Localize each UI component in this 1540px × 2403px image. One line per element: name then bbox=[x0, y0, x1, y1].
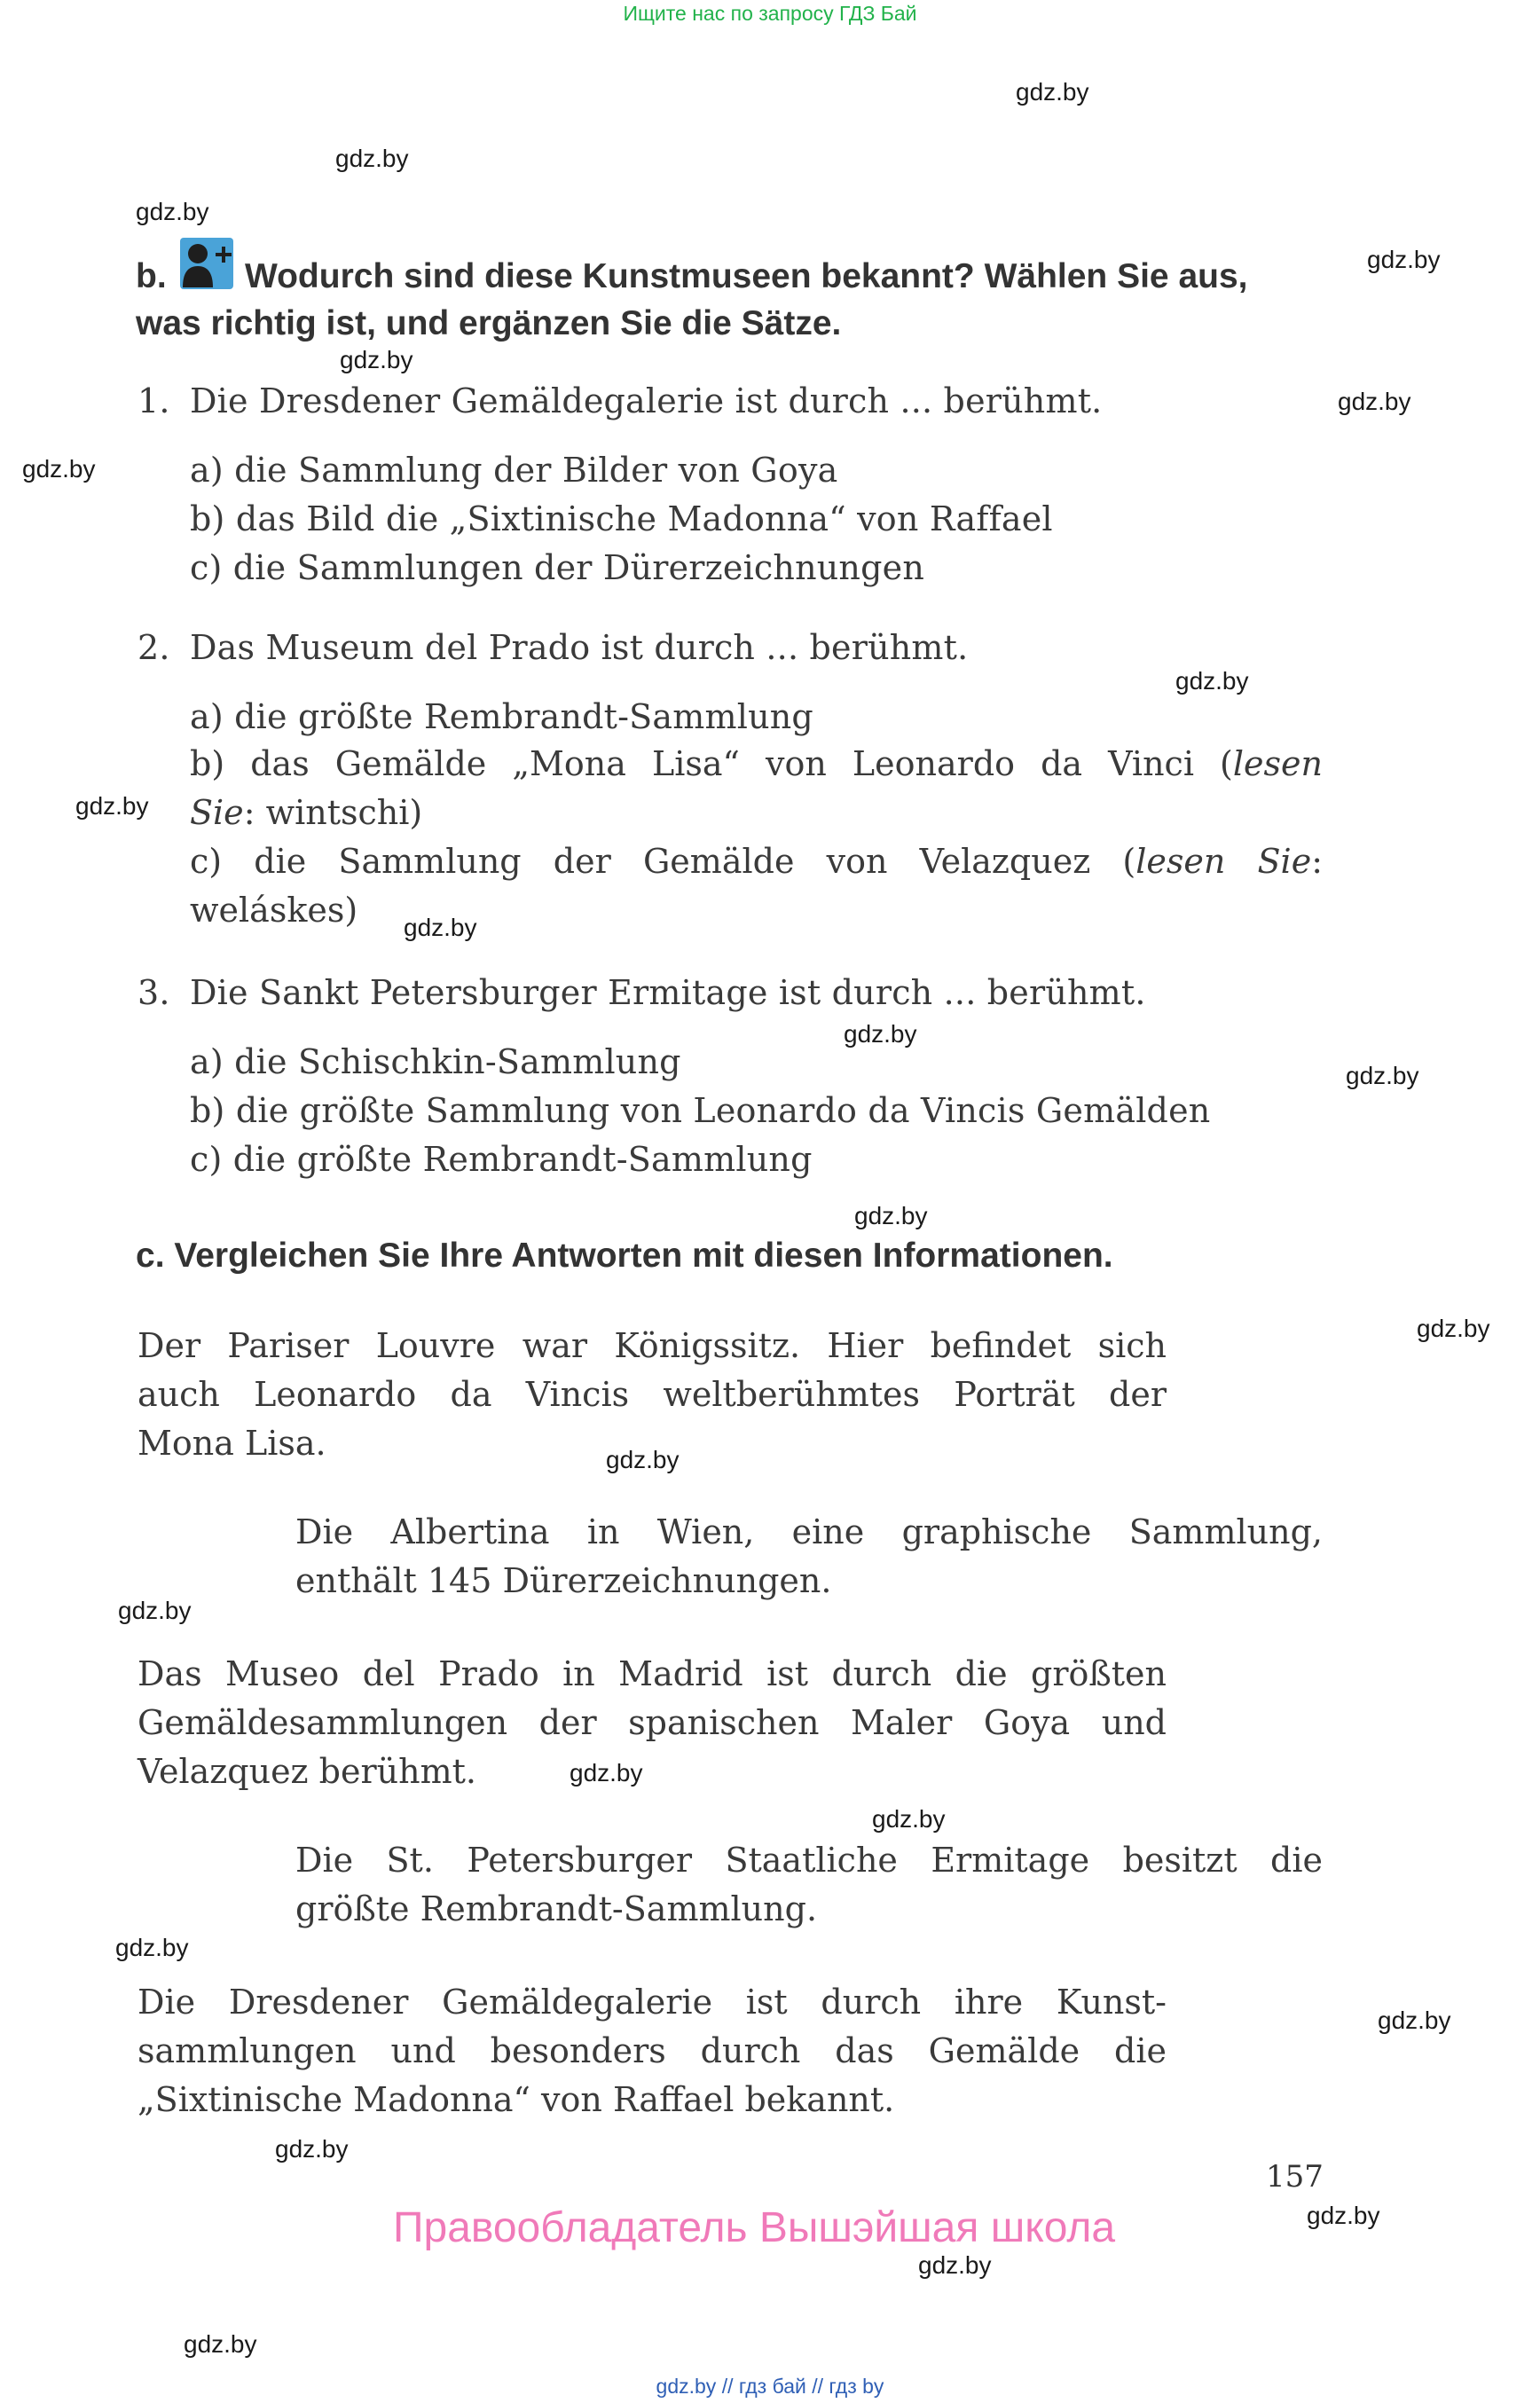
answer-option: a) die Sammlung der Bilder von Goya bbox=[190, 451, 838, 490]
watermark: gdz.by bbox=[22, 455, 96, 483]
watermark: gdz.by bbox=[1346, 1062, 1419, 1089]
answer-option: a) die größte Rembrandt-Sammlung bbox=[190, 697, 813, 736]
watermark: gdz.by bbox=[606, 1446, 680, 1473]
section-c-heading: c. Vergleichen Sie Ihre Antworten mit diesen Informationen. bbox=[136, 1237, 1113, 1275]
watermark: gdz.by bbox=[404, 914, 477, 941]
watermark: gdz.by bbox=[1175, 667, 1249, 695]
watermark: gdz.by bbox=[1016, 78, 1089, 106]
answer-option: c) die Sammlung der Gemälde von Velazquez (lesen Sie: weláskes) bbox=[190, 842, 1324, 930]
watermark: gdz.by bbox=[75, 792, 149, 820]
watermark: gdz.by bbox=[115, 1934, 189, 1961]
answer-option: c) die Sammlungen der Dürerzeichnungen bbox=[190, 548, 924, 587]
info-paragraph-dresden: Die Dresdener Gemäldegalerie ist durch ihre Kunst- sammlungen und besonders durch das Gemälde die „Sixtinische Madonna“ von Raffael bekannt. bbox=[138, 1983, 1167, 2119]
question-number: 1. bbox=[138, 381, 170, 420]
pair-work-icon bbox=[180, 238, 233, 289]
top-banner[interactable]: Ищите нас по запросу ГДЗ Бай bbox=[623, 2, 917, 25]
watermark: gdz.by bbox=[275, 2135, 349, 2163]
watermark: gdz.by bbox=[184, 2330, 257, 2358]
info-paragraph-prado: Das Museo del Prado in Madrid ist durch die größten Gemäldesammlungen der spanischen Maler Goya und Velazquez berühmt. bbox=[138, 1654, 1167, 1791]
watermark: gdz.by bbox=[1417, 1315, 1490, 1342]
info-paragraph-louvre: Der Pariser Louvre war Königssitz. Hier befindet sich auch Leonardo da Vincis weltberühmtes Porträt der Mona Lisa. bbox=[138, 1326, 1167, 1463]
watermark: gdz.by bbox=[570, 1759, 643, 1787]
question-text: Das Museum del Prado ist durch ... berühmt. bbox=[190, 628, 969, 667]
answer-option: b) das Gemälde „Mona Lisa“ von Leonardo da Vinci (lesen Sie: wintschi) bbox=[190, 744, 1323, 832]
watermark: gdz.by bbox=[136, 198, 209, 225]
section-b-line2: was richtig ist, und ergänzen Sie die Sätze. bbox=[136, 304, 842, 342]
page-number: 157 bbox=[1266, 2159, 1324, 2195]
section-b-letter: b. bbox=[136, 257, 167, 295]
question-text: Die Sankt Petersburger Ermitage ist durch ... berühmt. bbox=[190, 973, 1146, 1012]
watermark: gdz.by bbox=[1338, 388, 1411, 415]
copyright-notice: Правообладатель Вышэйшая школа bbox=[393, 2204, 1116, 2251]
answer-option: b) das Bild die „Sixtinische Madonna“ von Raffael bbox=[190, 499, 1053, 538]
section-b-line1: Wodurch sind diese Kunstmuseen bekannt? Wählen Sie aus, bbox=[245, 257, 1248, 295]
watermark: gdz.by bbox=[844, 1020, 917, 1048]
answer-option: a) die Schischkin-Sammlung bbox=[190, 1042, 681, 1081]
question-number: 2. bbox=[138, 628, 170, 667]
watermark: gdz.by bbox=[1367, 246, 1441, 273]
question-text: Die Dresdener Gemäldegalerie ist durch ... berühmt. bbox=[190, 381, 1103, 420]
question-number: 3. bbox=[138, 973, 170, 1012]
watermark: gdz.by bbox=[918, 2251, 992, 2279]
watermark: gdz.by bbox=[335, 145, 409, 172]
info-paragraph-ermitage: Die St. Petersburger Staatliche Ermitage besitzt die größte Rembrandt-Sammlung. bbox=[295, 1841, 1323, 1928]
watermark: gdz.by bbox=[340, 346, 413, 373]
watermark: gdz.by bbox=[1378, 2006, 1451, 2034]
watermark: gdz.by bbox=[1307, 2202, 1380, 2229]
watermark: gdz.by bbox=[854, 1202, 928, 1229]
watermark: gdz.by bbox=[118, 1597, 192, 1624]
footer-links[interactable]: gdz.by // гдз бай // гдз by bbox=[656, 2375, 884, 2398]
answer-option: b) die größte Sammlung von Leonardo da Vincis Gemälden bbox=[190, 1091, 1211, 1130]
info-paragraph-albertina: Die Albertina in Wien, eine graphische Sammlung, enthält 145 Dürerzeichnungen. bbox=[295, 1512, 1323, 1600]
answer-option: c) die größte Rembrandt-Sammlung bbox=[190, 1140, 813, 1179]
watermark: gdz.by bbox=[872, 1805, 946, 1833]
